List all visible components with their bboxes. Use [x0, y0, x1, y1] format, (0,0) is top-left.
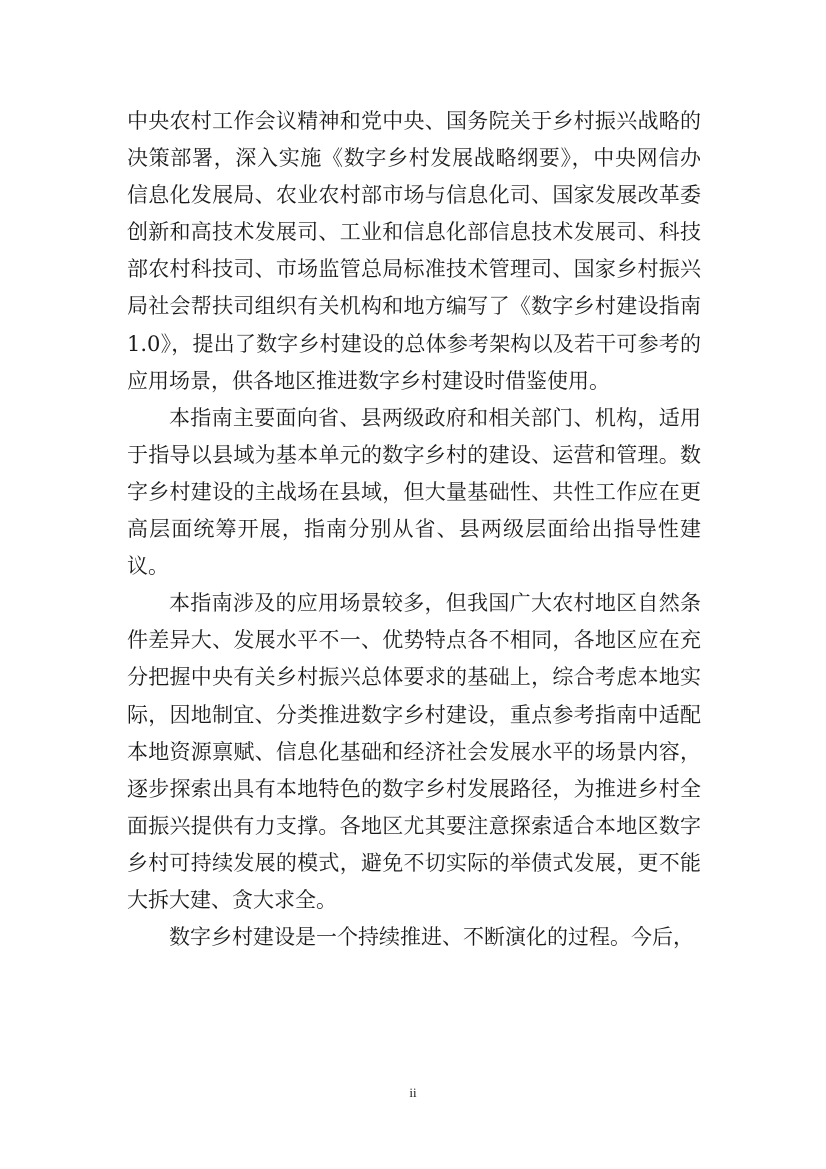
- paragraph-continuation: 中央农村工作会议精神和党中央、国务院关于乡村振兴战略的决策部署，深入实施《数字乡村发展战略纲要》，中央网信办信息化发展局、农业农村部市场与信息化司、国家发展改革委创新和高技术发展司、工业和信息化部信息技术发展司、科技部农村科技司、市场监管总局标准技术管理司、国家乡村振兴局社会帮扶司组织有关机构和地方编写了《数字乡村建设指南 1.0》，提出了数字乡村建设的总体参考架构以及若干可参考的应用场景，供各地区推进数字乡村建设时借鉴使用。: [127, 109, 701, 393]
- paragraph-application-scenarios: 本指南涉及的应用场景较多，但我国广大农村地区自然条件差异大、发展水平不一、优势特点各不相同，各地区应在充分把握中央有关乡村振兴总体要求的基础上，综合考虑本地实际，因地制宜、分类推进数字乡村建设，重点参考指南中适配本地资源禀赋、信息化基础和经济社会发展水平的场景内容，逐步探索出具有本地特色的数字乡村发展路径，为推进乡村全面振兴提供有力支撑。各地区尤其要注意探索适合本地区数字乡村可持续发展的模式，避免不切实际的举债式发展，更不能大拆大建、贪大求全。: [127, 591, 701, 912]
- body-text: [127, 103, 701, 956]
- paragraph-continuous-process: 数字乡村建设是一个持续推进、不断演化的过程。今后，: [169, 925, 694, 950]
- page-number: ii: [409, 1085, 417, 1100]
- paragraph-scope: 本指南主要面向省、县两级政府和相关部门、机构，适用于指导以县域为基本单元的数字乡村的建设、运营和管理。数字乡村建设的主战场在县域，但大量基础性、共性工作应在更高层面统筹开展，指南分别从省、县两级层面给出指导性建议。: [127, 405, 701, 579]
